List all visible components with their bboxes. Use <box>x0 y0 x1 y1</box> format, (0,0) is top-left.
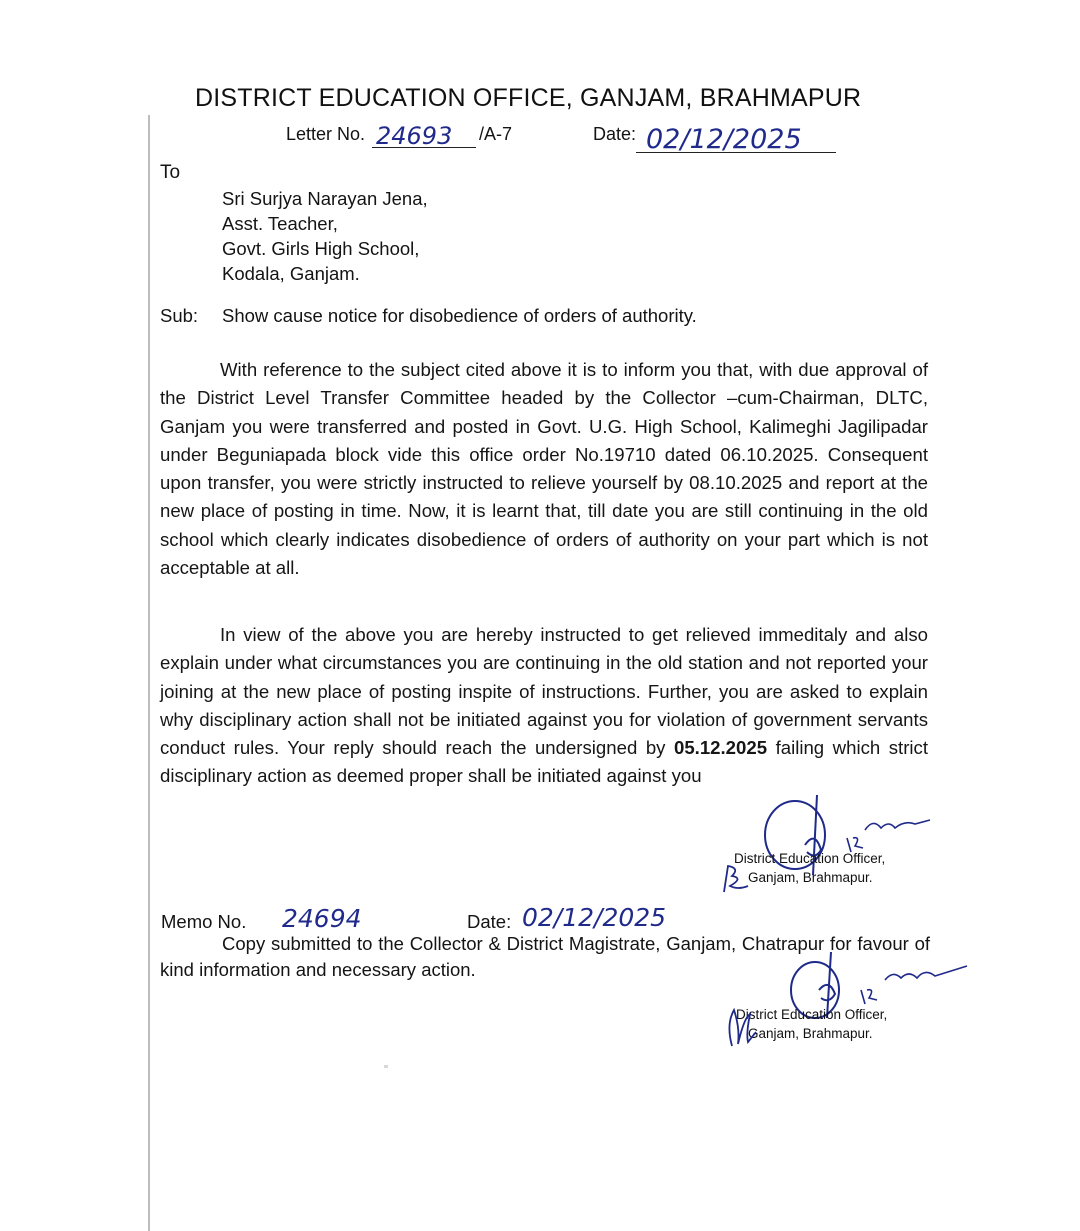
signature-2-location: Ganjam, Brahmapur. <box>748 1026 873 1041</box>
signature-1-location: Ganjam, Brahmapur. <box>748 870 873 885</box>
body-paragraph-1: With reference to the subject cited above it is to inform you that, with due approval of the District Level Transfer Committee headed by the Collector –cum-Chairman, DLTC, Ganjam you were transferred and posted in Govt. U.G. High School, Kalimeghi Jagilipadar under Beguniapada block vide this office order No.19710 dated 06.10.2025. Consequent upon transfer, you were strictly instructed to relieve yourself by 08.10.2025 and report at the new place of posting in time. Now, it is learnt that, till date you are still continuing in the old school which clearly indicates disobedience of orders of authority on your part which is not acceptable at all. <box>160 359 928 579</box>
memo-number-handwritten: 24694 <box>282 904 362 933</box>
scan-speck <box>384 1065 388 1068</box>
letter-number-handwritten: 24693 <box>376 122 453 150</box>
subject-label: Sub: <box>160 305 199 326</box>
letter-number-suffix: /A-7 <box>479 124 513 144</box>
recipient-name: Sri Surjya Narayan Jena, <box>222 188 428 209</box>
date-handwritten: 02/12/2025 <box>646 124 802 155</box>
recipient-location: Kodala, Ganjam. <box>222 263 360 284</box>
recipient-designation: Asst. Teacher, <box>222 213 338 234</box>
reply-deadline: 05.12.2025 <box>673 737 768 759</box>
left-margin-line <box>148 115 150 1231</box>
signature-1-designation: District Education Officer, <box>734 851 886 866</box>
memo-copy-text: Copy submitted to the Collector & District Magistrate, Ganjam, Chatrapur for favour of kind information and necessary action. <box>160 933 930 980</box>
memo-date-handwritten: 02/12/2025 <box>522 903 667 932</box>
to-label: To <box>160 162 181 183</box>
memo-label: Memo No. <box>161 911 247 932</box>
initials-1-icon <box>718 862 750 896</box>
paragraph-2-text: In view of the above you are hereby instructed to get relieved immeditaly and also explain under what circumstances you are continuing in the old station and not reported your joining at the new place of posting inspite of instructions. Further, you are asked to explain why disciplinary action shall not be initiated against you for violation of government servants conduct rules. Your reply should reach the undersigned by <box>160 624 928 759</box>
office-title: DISTRICT EDUCATION OFFICE, GANJAM, BRAHMAPUR <box>195 84 862 112</box>
paragraph-2-tail: failing which strict disciplinary action as deemed proper shall be initiated against you <box>160 737 928 787</box>
date-label: Date: <box>593 124 637 144</box>
memo-date-label: Date: <box>467 911 512 932</box>
body-paragraph-2 <box>160 621 928 791</box>
letter-number-label: Letter No. <box>286 124 366 144</box>
subject-text: Show cause notice for disobedience of orders of authority. <box>222 305 697 326</box>
initials-2-icon <box>724 1004 758 1048</box>
recipient-school: Govt. Girls High School, <box>222 238 420 259</box>
signature-2-designation: District Education Officer, <box>736 1007 888 1022</box>
